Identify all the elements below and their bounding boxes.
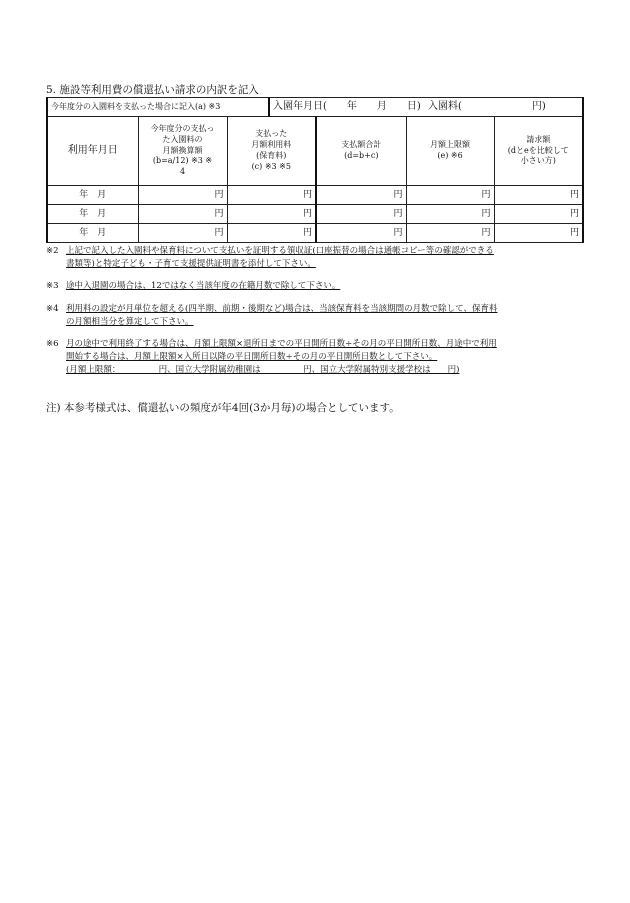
cell-e[interactable]: 円 bbox=[406, 205, 494, 224]
header-row bbox=[47, 117, 583, 186]
note-line: 月の途中で利用終了する場合は、月額上限額×退所日までの平日開所日数÷その月の平日開所日数、月途中で利用 bbox=[66, 339, 497, 349]
cell-d[interactable]: 円 bbox=[316, 224, 406, 243]
header-lines-3 bbox=[320, 140, 403, 162]
entry-info-cell bbox=[269, 98, 583, 117]
table-row bbox=[47, 186, 583, 205]
note-line: の月額相当分を算定して下さい。 bbox=[66, 317, 194, 327]
row-month-label[interactable]: 年 月 bbox=[47, 205, 138, 224]
note-3 bbox=[46, 280, 586, 293]
header-line: 今年度分の支払っ bbox=[150, 124, 215, 133]
entry-date-field[interactable]: 入園年月日( 年 月 日) bbox=[273, 101, 421, 113]
note-line: 開始する場合は、月額上限額×入所日以降の平日開所日数÷その月の平日開所日数として下さい。 bbox=[66, 352, 438, 362]
note-4 bbox=[46, 303, 586, 329]
section-title: 5. 施設等利用費の償還払い請求の内訳を記入 bbox=[46, 84, 259, 96]
note-line: 途中入退園の場合は、12ではなく当該年度の在籍月数で除して下さい。 bbox=[66, 281, 341, 291]
cell-claim[interactable]: 円 bbox=[494, 205, 583, 224]
header-line: 利用年月日 bbox=[67, 145, 118, 157]
note-line: 書類等)と特定子ども・子育て支援提供証明書を添付して下さい。 bbox=[66, 259, 316, 269]
header-line: 支払った bbox=[255, 129, 288, 139]
cell-c[interactable]: 円 bbox=[227, 205, 316, 224]
header-line: (d=b+c) bbox=[344, 151, 379, 160]
cell-e[interactable]: 円 bbox=[406, 224, 494, 243]
cell-d[interactable]: 円 bbox=[316, 186, 406, 205]
entry-fee-label: 今年度分の入園料を支払った場合に記入(a) ※3 bbox=[47, 98, 269, 117]
cell-b[interactable]: 円 bbox=[138, 186, 227, 205]
header-line: (c) ※3 ※5 bbox=[251, 161, 291, 171]
cell-b[interactable]: 円 bbox=[138, 205, 227, 224]
header-line: 小さい方) bbox=[520, 156, 556, 166]
note-line: 利用料の設定が月単位を超える(四半期、前期・後期など)場合は、当該保育料を当該期間の月数で除して、保育料 bbox=[66, 304, 498, 314]
cell-b[interactable]: 円 bbox=[138, 224, 227, 243]
row-month-label[interactable]: 年 月 bbox=[47, 186, 138, 205]
header-lines-0 bbox=[51, 144, 135, 158]
table-row bbox=[47, 205, 583, 224]
entry-fee-field[interactable]: 入園料( 円) bbox=[428, 101, 546, 113]
cell-claim[interactable]: 円 bbox=[494, 186, 583, 205]
note-mark: ※2 bbox=[46, 246, 59, 256]
entry-fee-row bbox=[47, 98, 583, 117]
note-mark: ※4 bbox=[46, 304, 59, 314]
header-line: (b=a/12) ※3 ※ bbox=[152, 156, 213, 166]
header-monthly-entry-fee bbox=[138, 117, 227, 186]
header-total bbox=[316, 117, 406, 186]
footer-note: 注) 本参考様式は、償還払いの頻度が年4回(3か月毎)の場合としています。 bbox=[46, 402, 400, 414]
cell-c[interactable]: 円 bbox=[227, 224, 316, 243]
header-claim bbox=[494, 117, 583, 186]
note-2 bbox=[46, 245, 586, 271]
header-usage-month bbox=[47, 117, 138, 186]
header-line: (dとeを比較して bbox=[507, 145, 569, 155]
note-line: 上記で記入した入園料や保育料について支払いを証明する領収証(口座振替の場合は通帳コピー等の確認ができる bbox=[66, 246, 494, 256]
cell-d[interactable]: 円 bbox=[316, 205, 406, 224]
header-line: 月額上限額 bbox=[430, 140, 471, 150]
note-line: (月額上限額： 円、国立大学附属幼稚園は 円、国立大学附属特別支援学校は 円) bbox=[66, 365, 460, 375]
cell-claim[interactable]: 円 bbox=[494, 224, 583, 243]
note-6 bbox=[46, 338, 586, 377]
header-line: (保育料) bbox=[256, 151, 287, 160]
note-mark: ※6 bbox=[46, 339, 59, 349]
header-line: 支払額合計 bbox=[341, 140, 382, 150]
reimbursement-grid bbox=[46, 97, 584, 243]
header-lines-4 bbox=[410, 140, 491, 162]
cell-e[interactable]: 円 bbox=[406, 186, 494, 205]
cell-c[interactable]: 円 bbox=[227, 186, 316, 205]
note-mark: ※3 bbox=[46, 281, 59, 291]
table-row bbox=[47, 224, 583, 243]
header-line: た入園料の bbox=[162, 134, 203, 144]
header-line: 月額利用料 bbox=[251, 140, 292, 150]
header-lines-5 bbox=[498, 135, 580, 167]
header-limit bbox=[406, 117, 494, 186]
header-lines-1 bbox=[142, 124, 224, 178]
header-lines-2 bbox=[231, 129, 313, 172]
header-line: 請求額 bbox=[526, 134, 551, 144]
row-month-label[interactable]: 年 月 bbox=[47, 224, 138, 243]
header-line: 4 bbox=[179, 167, 186, 177]
header-line: (e) ※6 bbox=[437, 151, 463, 160]
header-line: 月額換算額 bbox=[162, 145, 203, 155]
header-monthly-fee bbox=[227, 117, 316, 186]
